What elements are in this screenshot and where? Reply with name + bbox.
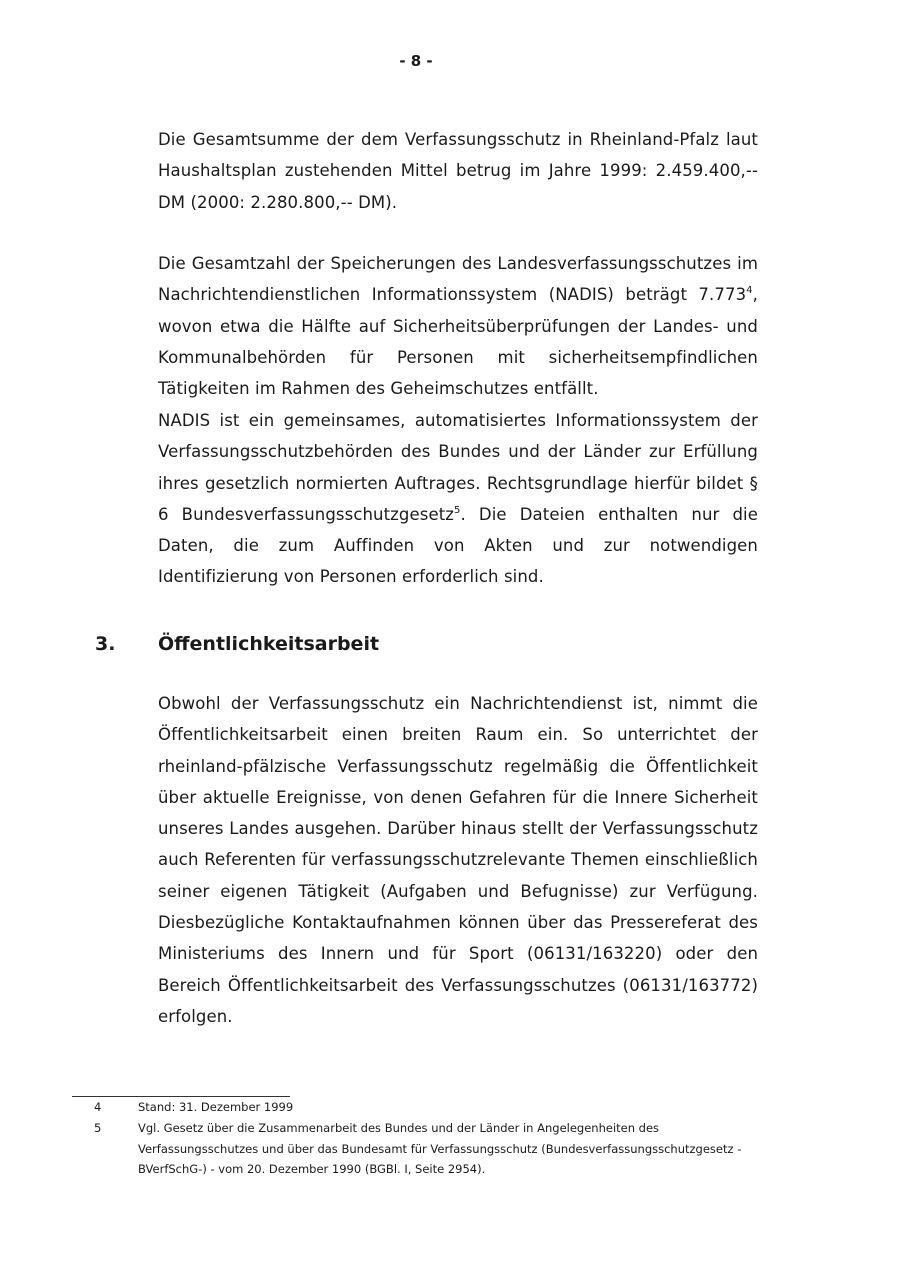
paragraph-nadis-storage (158, 248, 758, 404)
section-heading (95, 630, 379, 658)
paragraph-nadis-storage-text-continued: , wovon etwa die Hälfte auf Sicherheitsüberprüfungen der Landes- und Kommunalbehörden für Personen mit sicherheitsempfindlichen Tätigkeiten im Rahmen des Geheimschutzes entfällt. (158, 285, 758, 399)
section-title: Öffentlichkeitsarbeit (158, 633, 380, 655)
footnote-number: 5 (94, 1121, 102, 1135)
paragraph-nadis-description (158, 405, 758, 593)
paragraph-budget: Die Gesamtsumme der dem Verfassungsschutz in Rheinland-Pfalz laut Haushaltsplan zustehenden Mittel betrug im Jahre 1999: 2.459.400,-- DM (2000: 2.280.800,-- DM). (158, 130, 758, 212)
footnote-item (72, 1118, 752, 1180)
section-number: 3. (95, 633, 116, 655)
footnote-text: Vgl. Gesetz über die Zusammenarbeit des Bundes und der Länder in Angelegenheiten des Verfassungsschutzes und über das Bundesamt für Verfassungsschutz (Bundesverfassungsschutzgesetz -BVerfSchG-) - vom 20. Dezember 1990 (BGBl. I, Seite 2954). (138, 1121, 742, 1176)
footnote-ref-4[interactable]: 4 (746, 285, 753, 297)
footnote-text: Stand: 31. Dezember 1999 (138, 1100, 294, 1114)
footnote-item (72, 1097, 752, 1118)
footnote-number: 4 (94, 1100, 102, 1114)
paragraph-public-relations: Obwohl der Verfassungsschutz ein Nachrichtendienst ist, nimmt die Öffentlichkeitsarbeit einen breiten Raum ein. So unterrichtet der rheinland-pfälzische Verfassungsschutz regelmäßig die Öffentlichkeit über aktuelle Ereignisse, von denen Gefahren für die Innere Sicherheit unseres Landes ausgehen. Darüber hinaus stellt der Verfassungsschutz auch Referenten für verfassungsschutzrelevante Themen einschließlich seiner eigenen Tätigkeit (Aufgaben und Befugnisse) zur Verfügung. Diesbezügliche Kontaktaufnahmen können über das Pressereferat des Ministeriums des Innern und für Sport (06131/163220) oder den Bereich Öffentlichkeitsarbeit des Verfassungsschutzes (06131/163772) erfolgen. (158, 694, 758, 1026)
paragraph-nadis-description-text-continued: . Die Dateien enthalten nur die Daten, die zum Auffinden von Akten und zur notwendigen Identifizierung von Personen erforderlich sind. (158, 504, 758, 587)
page-number: - 8 - (399, 52, 433, 70)
footnote-ref-5[interactable]: 5 (454, 504, 461, 516)
paragraph-nadis-storage-text: Die Gesamtzahl der Speicherungen des Landesverfassungsschutzes im Nachrichtendienstlichen Informationssystem (NADIS) beträgt 7.773 (158, 254, 758, 305)
paragraph-nadis-description-text: NADIS ist ein gemeinsames, automatisiertes Informationssystem der Verfassungsschutzbehörden des Bundes und der Länder zur Erfüllung ihres gesetzlich normierten Auftrages. Rechtsgrundlage hierfür bildet § 6 Bundesverfassungsschutzgesetz (158, 411, 758, 524)
